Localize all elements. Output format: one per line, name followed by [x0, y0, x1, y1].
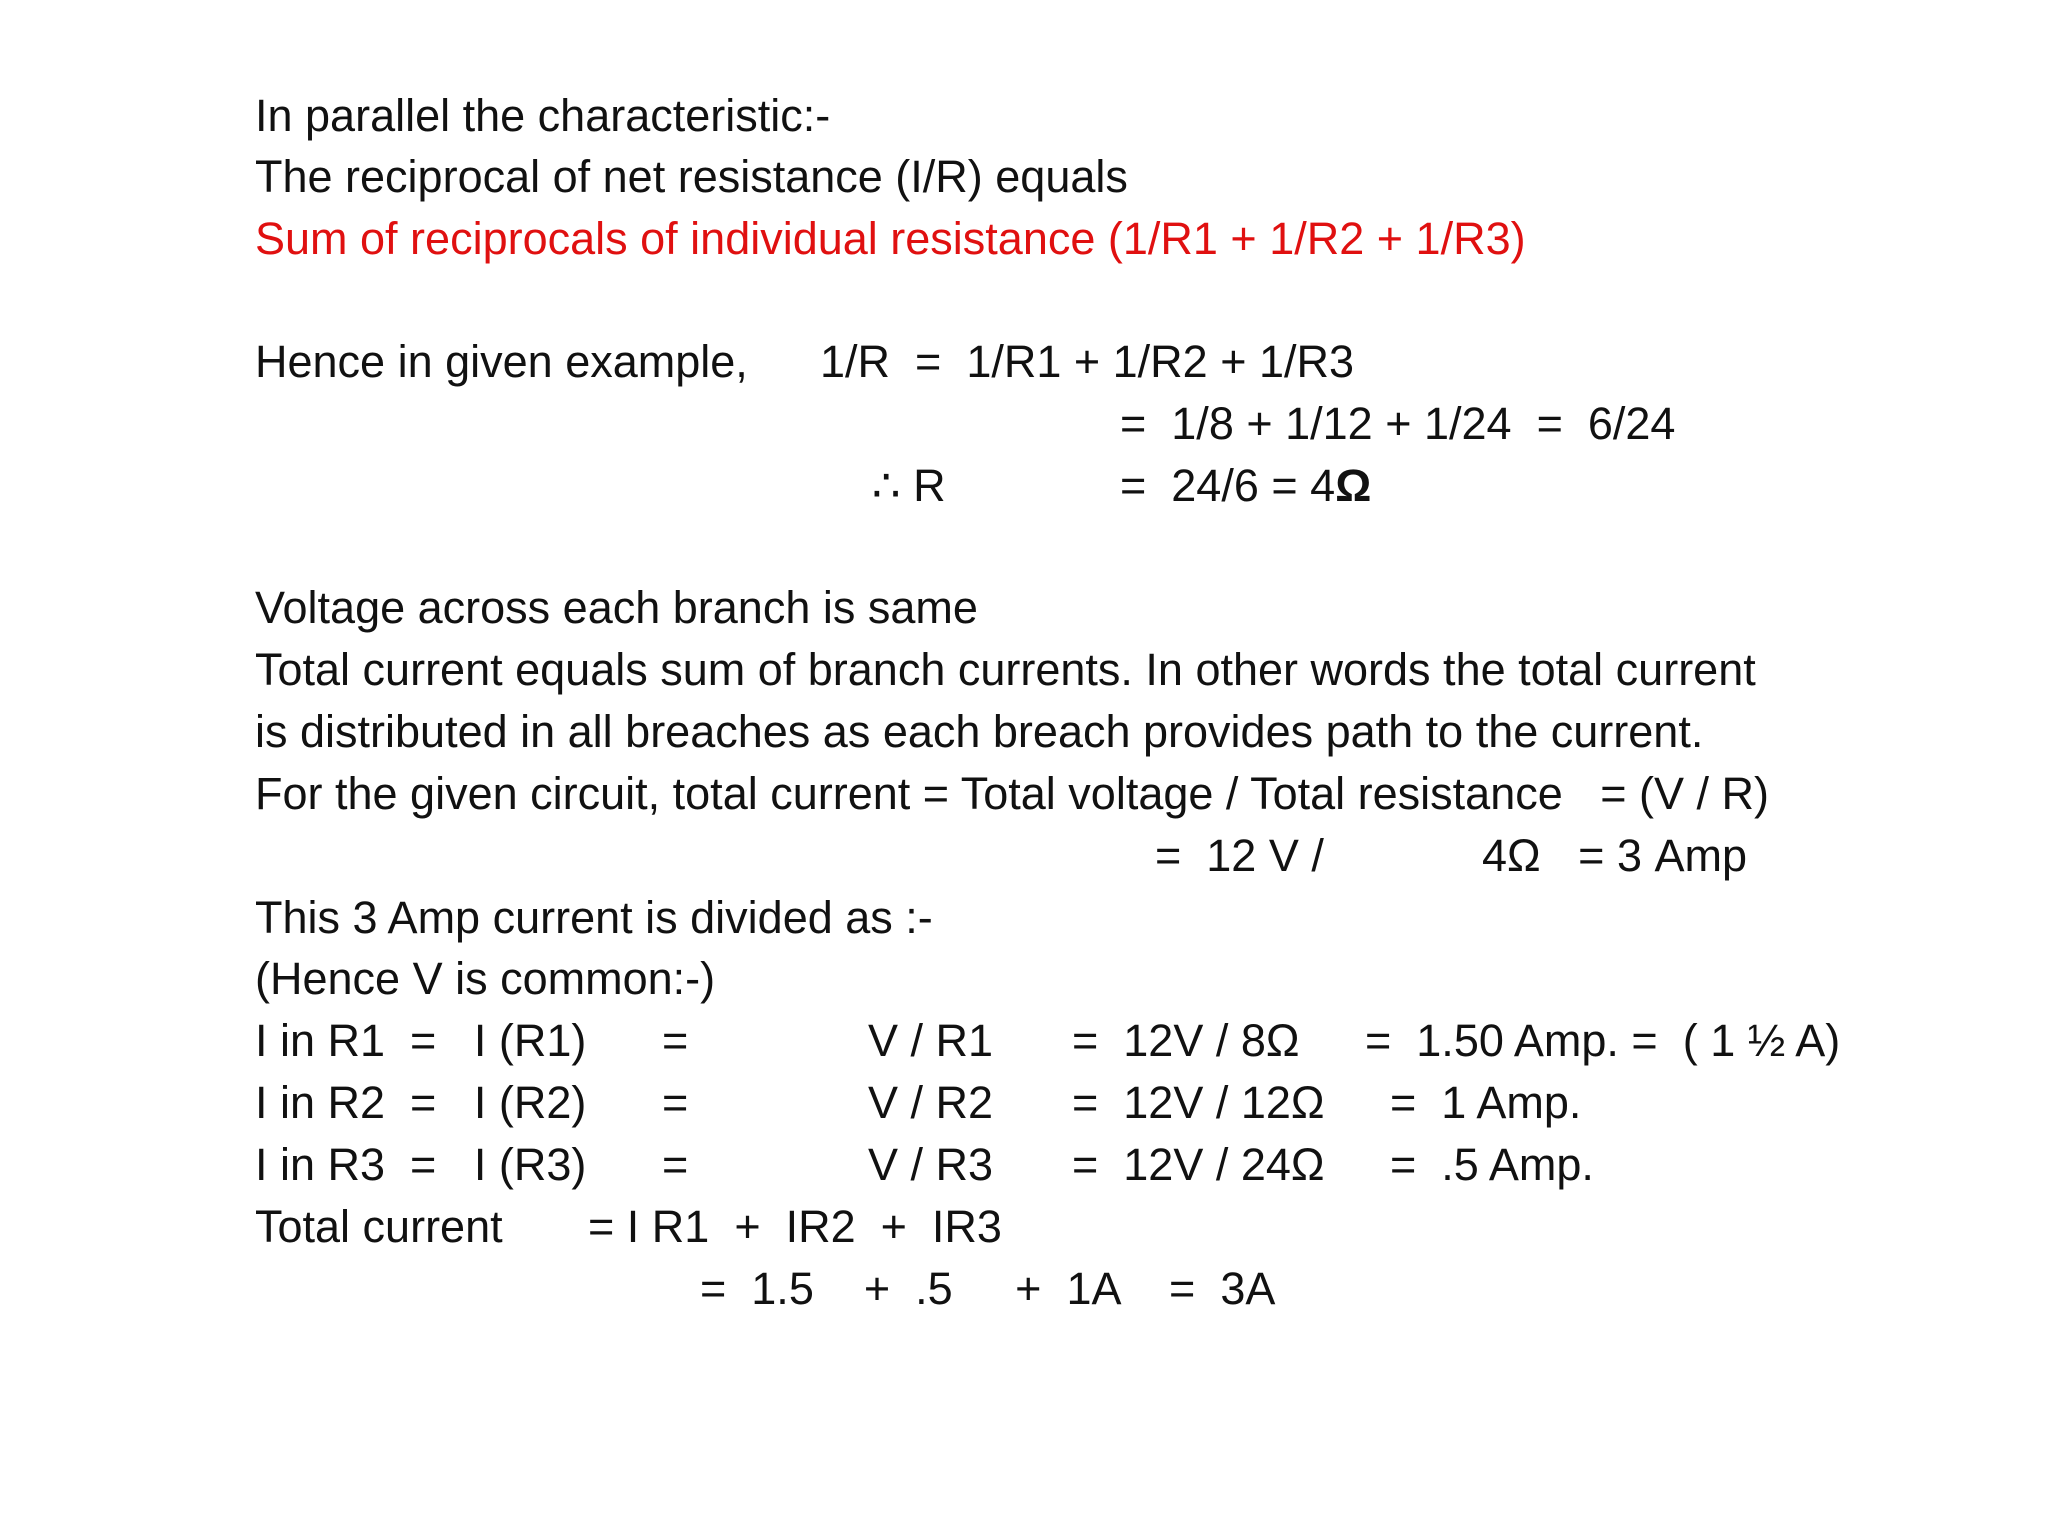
branch-r3-result: = .5 Amp.	[1390, 1139, 1594, 1190]
heading-line: In parallel the characteristic:-	[255, 90, 831, 141]
branch-r3-formula: V / R3	[868, 1139, 994, 1190]
branch-r3-calc: = 12V / 24Ω	[1072, 1139, 1325, 1190]
branch-r1-calc: = 12V / 8Ω	[1072, 1015, 1300, 1066]
branch-r1-name: I in R1 = I (R1)	[255, 1015, 587, 1066]
branch-r1-equals: =	[662, 1015, 689, 1066]
equation-1: 1/R = 1/R1 + 1/R2 + 1/R3	[820, 336, 1355, 387]
reciprocal-sum-statement: Sum of reciprocals of individual resistance (1/R1 + 1/R2 + 1/R3)	[255, 213, 1526, 264]
branch-r2-result: = 1 Amp.	[1390, 1077, 1582, 1128]
branch-r1-result: = 1.50 Amp. = ( 1 ½ A)	[1365, 1015, 1841, 1066]
equation-2: = 1/8 + 1/12 + 1/24 = 6/24	[1120, 398, 1676, 449]
total-current-label: Total current	[255, 1201, 503, 1252]
example-label: Hence in given example,	[255, 336, 748, 387]
calculation-part-b: 4Ω = 3 Amp	[1482, 830, 1748, 881]
division-statement: This 3 Amp current is divided as :-	[255, 892, 933, 943]
total-current-statement-1: Total current equals sum of branch currents. In other words the total current	[255, 644, 1756, 695]
voltage-statement: Voltage across each branch is same	[255, 582, 978, 633]
branch-r2-formula: V / R2	[868, 1077, 994, 1128]
branch-r2-equals: =	[662, 1077, 689, 1128]
reciprocal-statement: The reciprocal of net resistance (I/R) equals	[255, 151, 1128, 202]
total-current-formula: = I R1 + IR2 + IR3	[588, 1201, 1002, 1252]
equation-3-value: = 24/6 = 4	[1120, 460, 1336, 511]
branch-r3-name: I in R3 = I (R3)	[255, 1139, 587, 1190]
total-current-values: = 1.5 + .5 + 1A = 3A	[700, 1263, 1276, 1314]
total-current-statement-2: is distributed in all breaches as each breach provides path to the current.	[255, 706, 1704, 757]
equation-3	[1120, 460, 1371, 512]
ohm-unit: Ω	[1335, 460, 1372, 511]
given-circuit-statement: For the given circuit, total current = Total voltage / Total resistance = (V / R)	[255, 768, 1770, 819]
therefore-r: ∴ R	[872, 460, 946, 511]
branch-r3-equals: =	[662, 1139, 689, 1190]
common-voltage-note: (Hence V is common:-)	[255, 953, 716, 1004]
branch-r1-formula: V / R1	[868, 1015, 994, 1066]
branch-r2-calc: = 12V / 12Ω	[1072, 1077, 1325, 1128]
branch-r2-name: I in R2 = I (R2)	[255, 1077, 587, 1128]
calculation-part-a: = 12 V /	[1155, 830, 1324, 881]
